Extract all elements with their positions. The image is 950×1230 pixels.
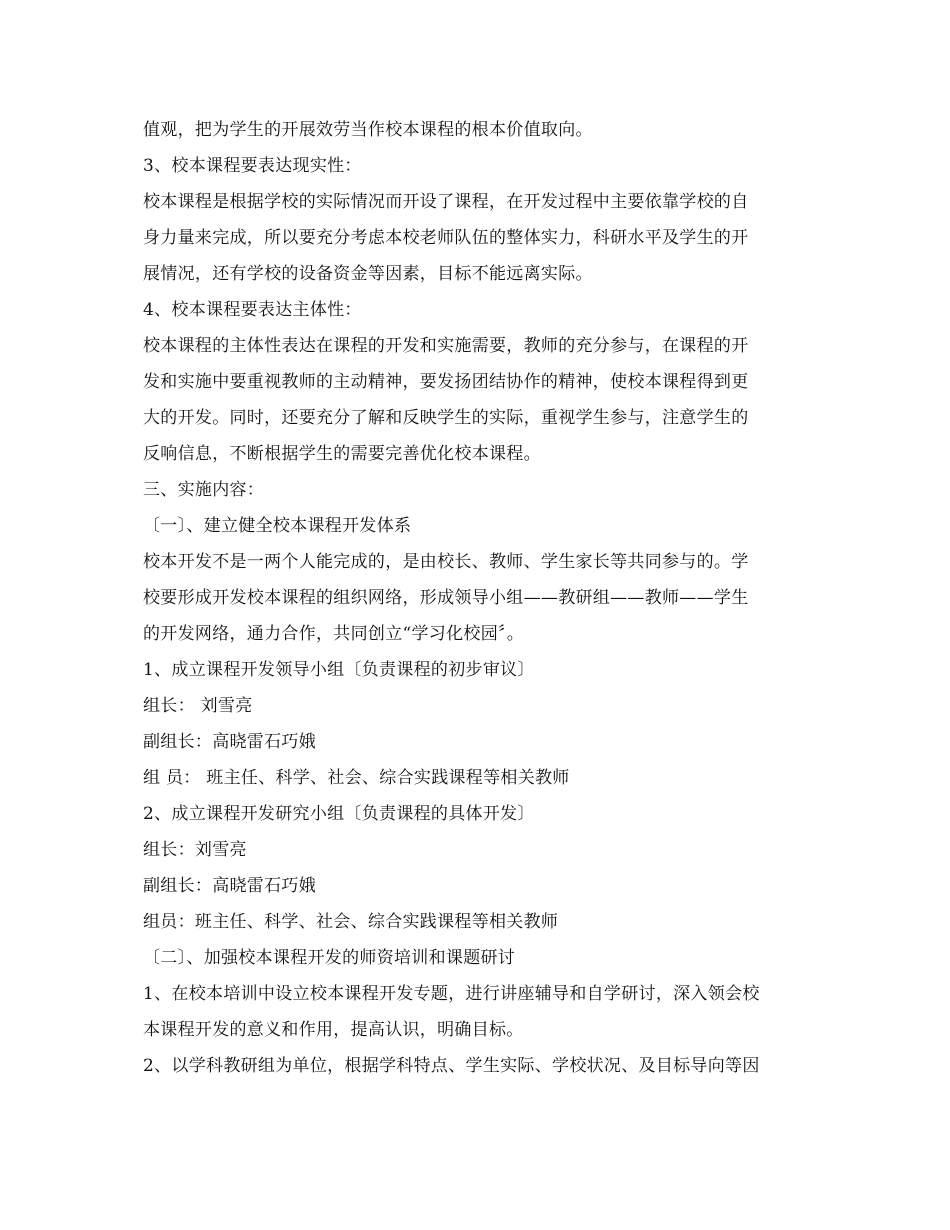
document-body xyxy=(143,112,808,1084)
members-line-2: 组员：班主任、科学、社会、综合实践课程等相关教师 xyxy=(143,912,559,932)
text-line-10: 反响信息，不断根据学生的需要完善优化校本课程。 xyxy=(143,444,541,464)
text-line-25: 1、在校本培训中设立校本课程开发专题，进行讲座辅导和自学研讨，深入领会校 xyxy=(143,984,760,1004)
section-heading-3: 3、校本课程要表达现实性： xyxy=(143,156,362,176)
deputy-leader-line-1: 副组长：高晓雷石巧娥 xyxy=(143,732,316,752)
members-line-1: 组 员： 班主任、科学、社会、综合实践课程等相关教师 xyxy=(143,768,570,788)
deputy-leader-line-2: 副组长：高晓雷石巧娥 xyxy=(143,876,316,896)
text-line-4: 身力量来完成，所以要充分考虑本校老师队伍的整体实力，科研水平及学生的开 xyxy=(143,228,749,248)
list-item-leadership-group: 1、成立课程开发领导小组〔负责课程的初步审议〕 xyxy=(143,660,535,680)
text-line-9: 大的开发。同时，还要充分了解和反映学生的实际，重视学生参与，注意学生的 xyxy=(143,408,749,428)
text-line-8: 发和实施中要重视教师的主动精神，要发扬团结协作的精神，使校本课程得到更 xyxy=(143,372,749,392)
text-line-3: 校本课程是根据学校的实际情况而开设了课程，在开发过程中主要依靠学校的自 xyxy=(143,192,749,212)
section-heading-4: 4、校本课程要表达主体性： xyxy=(143,300,362,320)
section-heading-implementation: 三、实施内容： xyxy=(143,480,265,500)
leader-line-1: 组长： 刘雪亮 xyxy=(143,696,253,716)
text-line-7: 校本课程的主体性表达在课程的开发和实施需要，教师的充分参与，在课程的开 xyxy=(143,336,749,356)
leader-line-2: 组长：刘雪亮 xyxy=(143,840,247,860)
text-line-1: 值观，把为学生的开展效劳当作校本课程的根本价值取向。 xyxy=(143,120,593,140)
text-line-5: 展情况，还有学校的设备资金等因素，目标不能远离实际。 xyxy=(143,264,593,284)
text-line-27: 2、以学科教研组为单位，根据学科特点、学生实际、学校状况、及目标导向等因 xyxy=(143,1056,760,1076)
subsection-heading-2: 〔二〕、加强校本课程开发的师资培训和课题研讨 xyxy=(143,948,516,968)
text-line-15: 的开发网络，通力合作，共同创立“学习化校园〞。 xyxy=(143,624,525,644)
text-line-14: 校要形成开发校本课程的组织网络，形成领导小组——教研组——教师——学生 xyxy=(143,588,749,608)
subsection-heading-1: 〔一〕、建立健全校本课程开发体系 xyxy=(143,516,412,536)
text-line-13: 校本开发不是一两个人能完成的，是由校长、教师、学生家长等共同参与的。学 xyxy=(143,552,749,572)
text-line-26: 本课程开发的意义和作用，提高认识，明确目标。 xyxy=(143,1020,524,1040)
list-item-research-group: 2、成立课程开发研究小组〔负责课程的具体开发〕 xyxy=(143,804,535,824)
text-block xyxy=(143,112,808,1084)
